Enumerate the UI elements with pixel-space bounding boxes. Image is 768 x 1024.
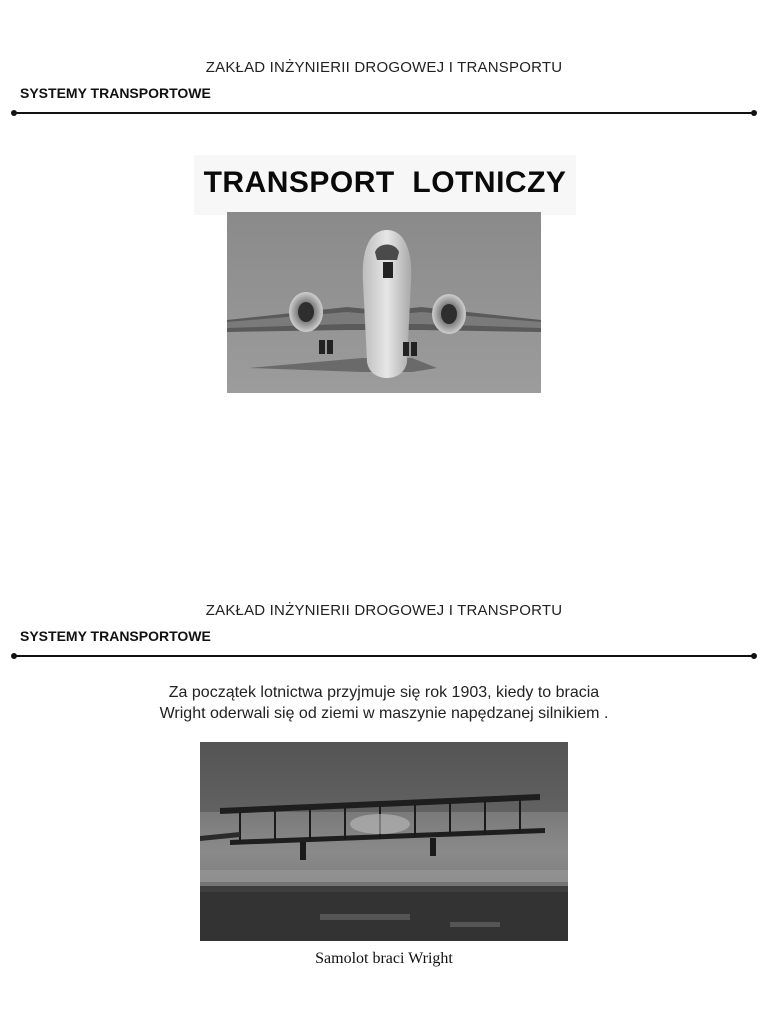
- intro-line: Za początek lotnictwa przyjmuje się rok 1903, kiedy to bracia: [168, 684, 600, 701]
- airplane-icon: [227, 212, 541, 393]
- divider-line: [13, 655, 755, 657]
- airplane-photo: [227, 212, 541, 393]
- photo-caption: Samolot braci Wright: [315, 950, 453, 967]
- intro-line: Wright oderwali się od ziemi w maszynie napędzanej silnikiem .: [159, 705, 609, 722]
- biplane-icon: [200, 742, 568, 941]
- section-title: SYSTEMY TRANSPORTOWE: [20, 85, 211, 101]
- section-title: SYSTEMY TRANSPORTOWE: [20, 628, 211, 644]
- wright-flyer-photo: [200, 742, 568, 941]
- department-header: ZAKŁAD INŻYNIERII DROGOWEJ I TRANSPORTU: [205, 602, 563, 619]
- department-header: ZAKŁAD INŻYNIERII DROGOWEJ I TRANSPORTU: [205, 59, 563, 76]
- slide-title: TRANSPORT LOTNICZY: [203, 166, 567, 199]
- divider-line: [13, 112, 755, 114]
- intro-paragraph: [120, 682, 648, 724]
